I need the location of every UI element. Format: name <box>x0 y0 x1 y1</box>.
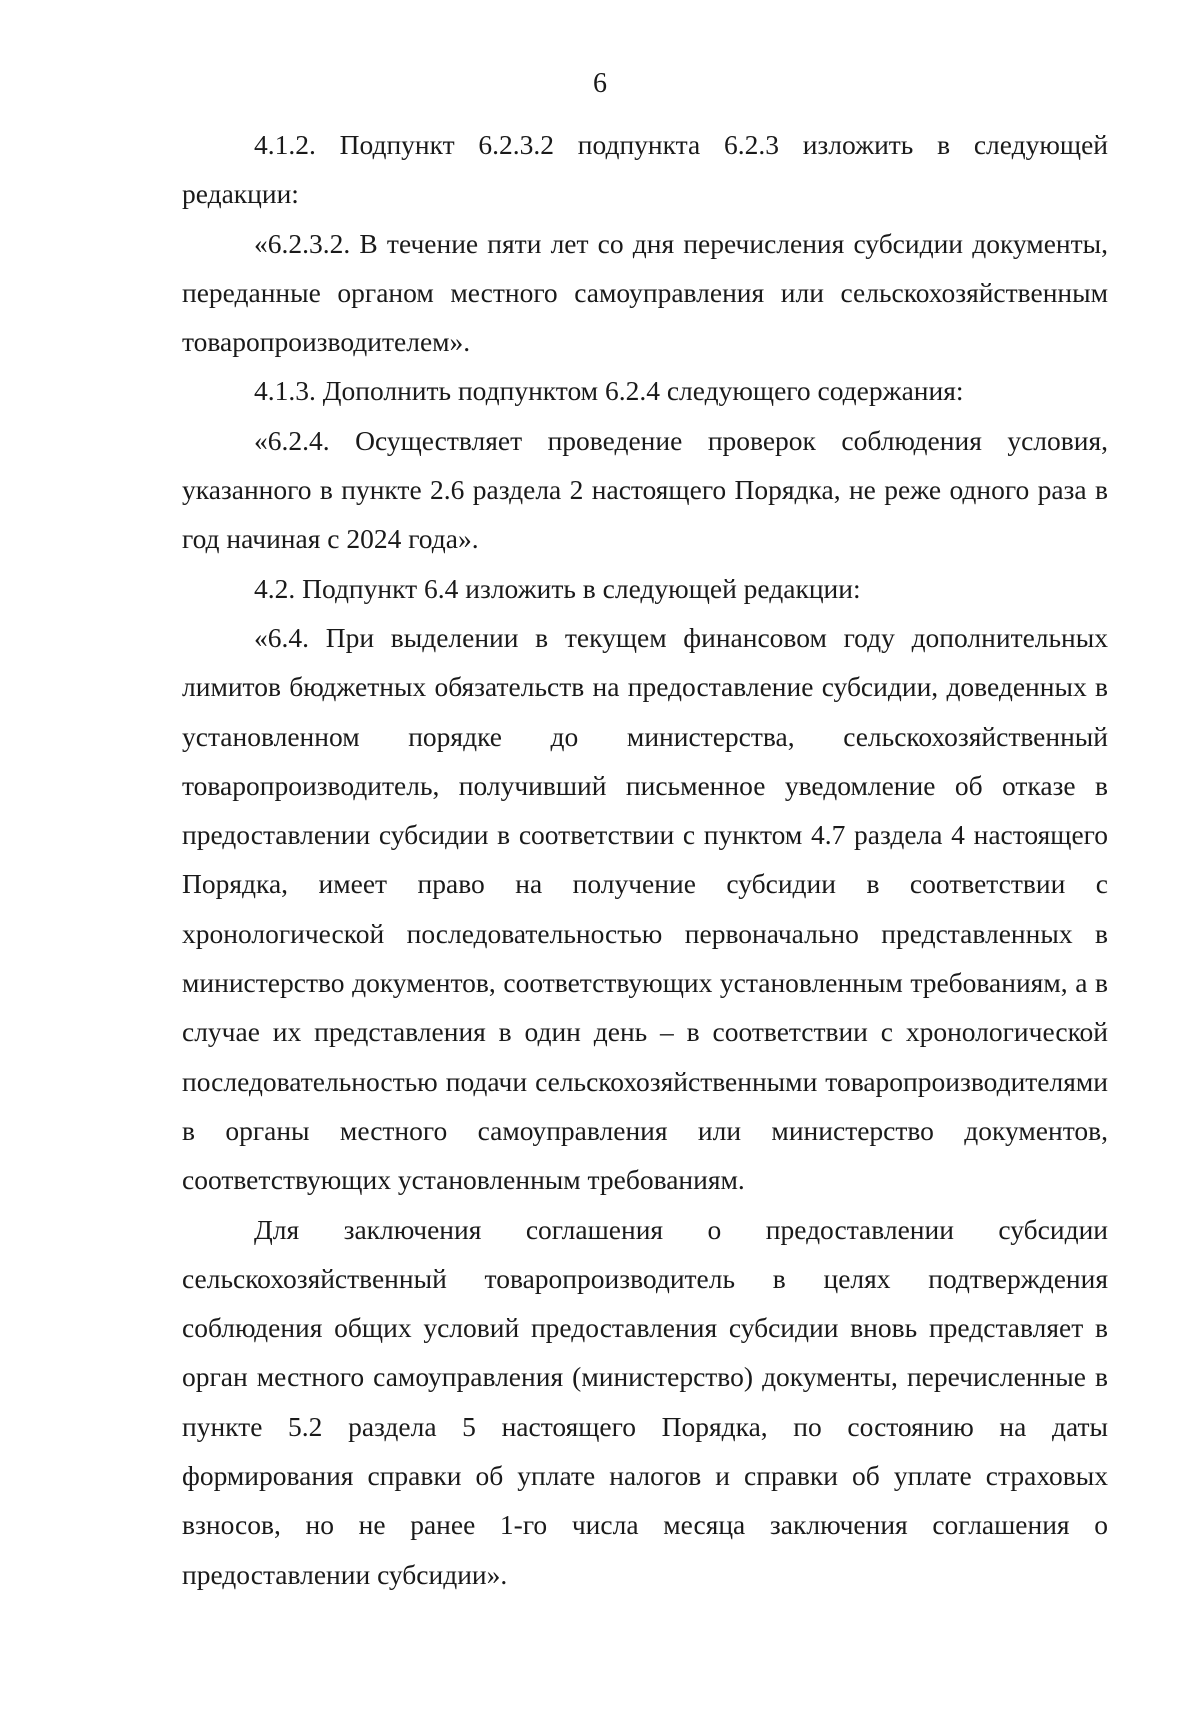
paragraph-4-1-3: 4.1.3. Дополнить подпунктом 6.2.4 следующего содержания: <box>254 375 964 407</box>
document-body <box>182 120 1108 1599</box>
paragraph-4-1-2: 4.1.2. Подпункт 6.2.3.2 подпункта 6.2.3 изложить в следующей редакции: <box>182 129 1108 210</box>
paragraph-4-2: 4.2. Подпункт 6.4 изложить в следующей редакции: <box>254 572 861 604</box>
paragraph-agreement-conclusion: Для заключения соглашения о предоставлении субсидии сельскохозяйственный товаропроизводитель в целях подтверждения соблюдения общих условий предоставления субсидии вновь представляет в орган местного самоуправления (министерство) документы, перечисленные в пункте 5.2 раздела 5 настоящего Порядка, по состоянию на даты формирования справки об уплате налогов и справки об уплате страховых взносов, но не ранее 1-го числа месяца заключения соглашения о предоставлении субсидии». <box>182 1213 1108 1590</box>
paragraph-quote-6-2-3-2: «6.2.3.2. В течение пяти лет со дня перечисления субсидии документы, переданные органом местного самоуправления или сельскохозяйственным товаропроизводителем». <box>182 227 1108 358</box>
paragraph-quote-6-4: «6.4. При выделении в текущем финансовом году дополнительных лимитов бюджетных обязательств на предоставление субсидии, доведенных в установленном порядке до министерства, сельскохозяйственный товаропроизводитель, получивший письменное уведомление об отказе в предоставлении субсидии в соответствии с пунктом 4.7 раздела 4 настоящего Порядка, имеет право на получение субсидии в соответствии с хронологической последовательностью первоначально представленных в министерство документов, соответствующих установленным требованиям, а в случае их представления в один день – в соответствии с хронологической последовательностью подачи сельскохозяйственными товаропроизводителями в органы местного самоуправления или министерство документов, соответствующих установленным требованиям. <box>182 621 1108 1196</box>
paragraph-quote-6-2-4: «6.2.4. Осуществляет проведение проверок соблюдения условия, указанного в пункте 2.6 раздела 2 настоящего Порядка, не реже одного раза в год начиная с 2024 года». <box>182 424 1108 555</box>
page-number: 6 <box>593 68 607 99</box>
